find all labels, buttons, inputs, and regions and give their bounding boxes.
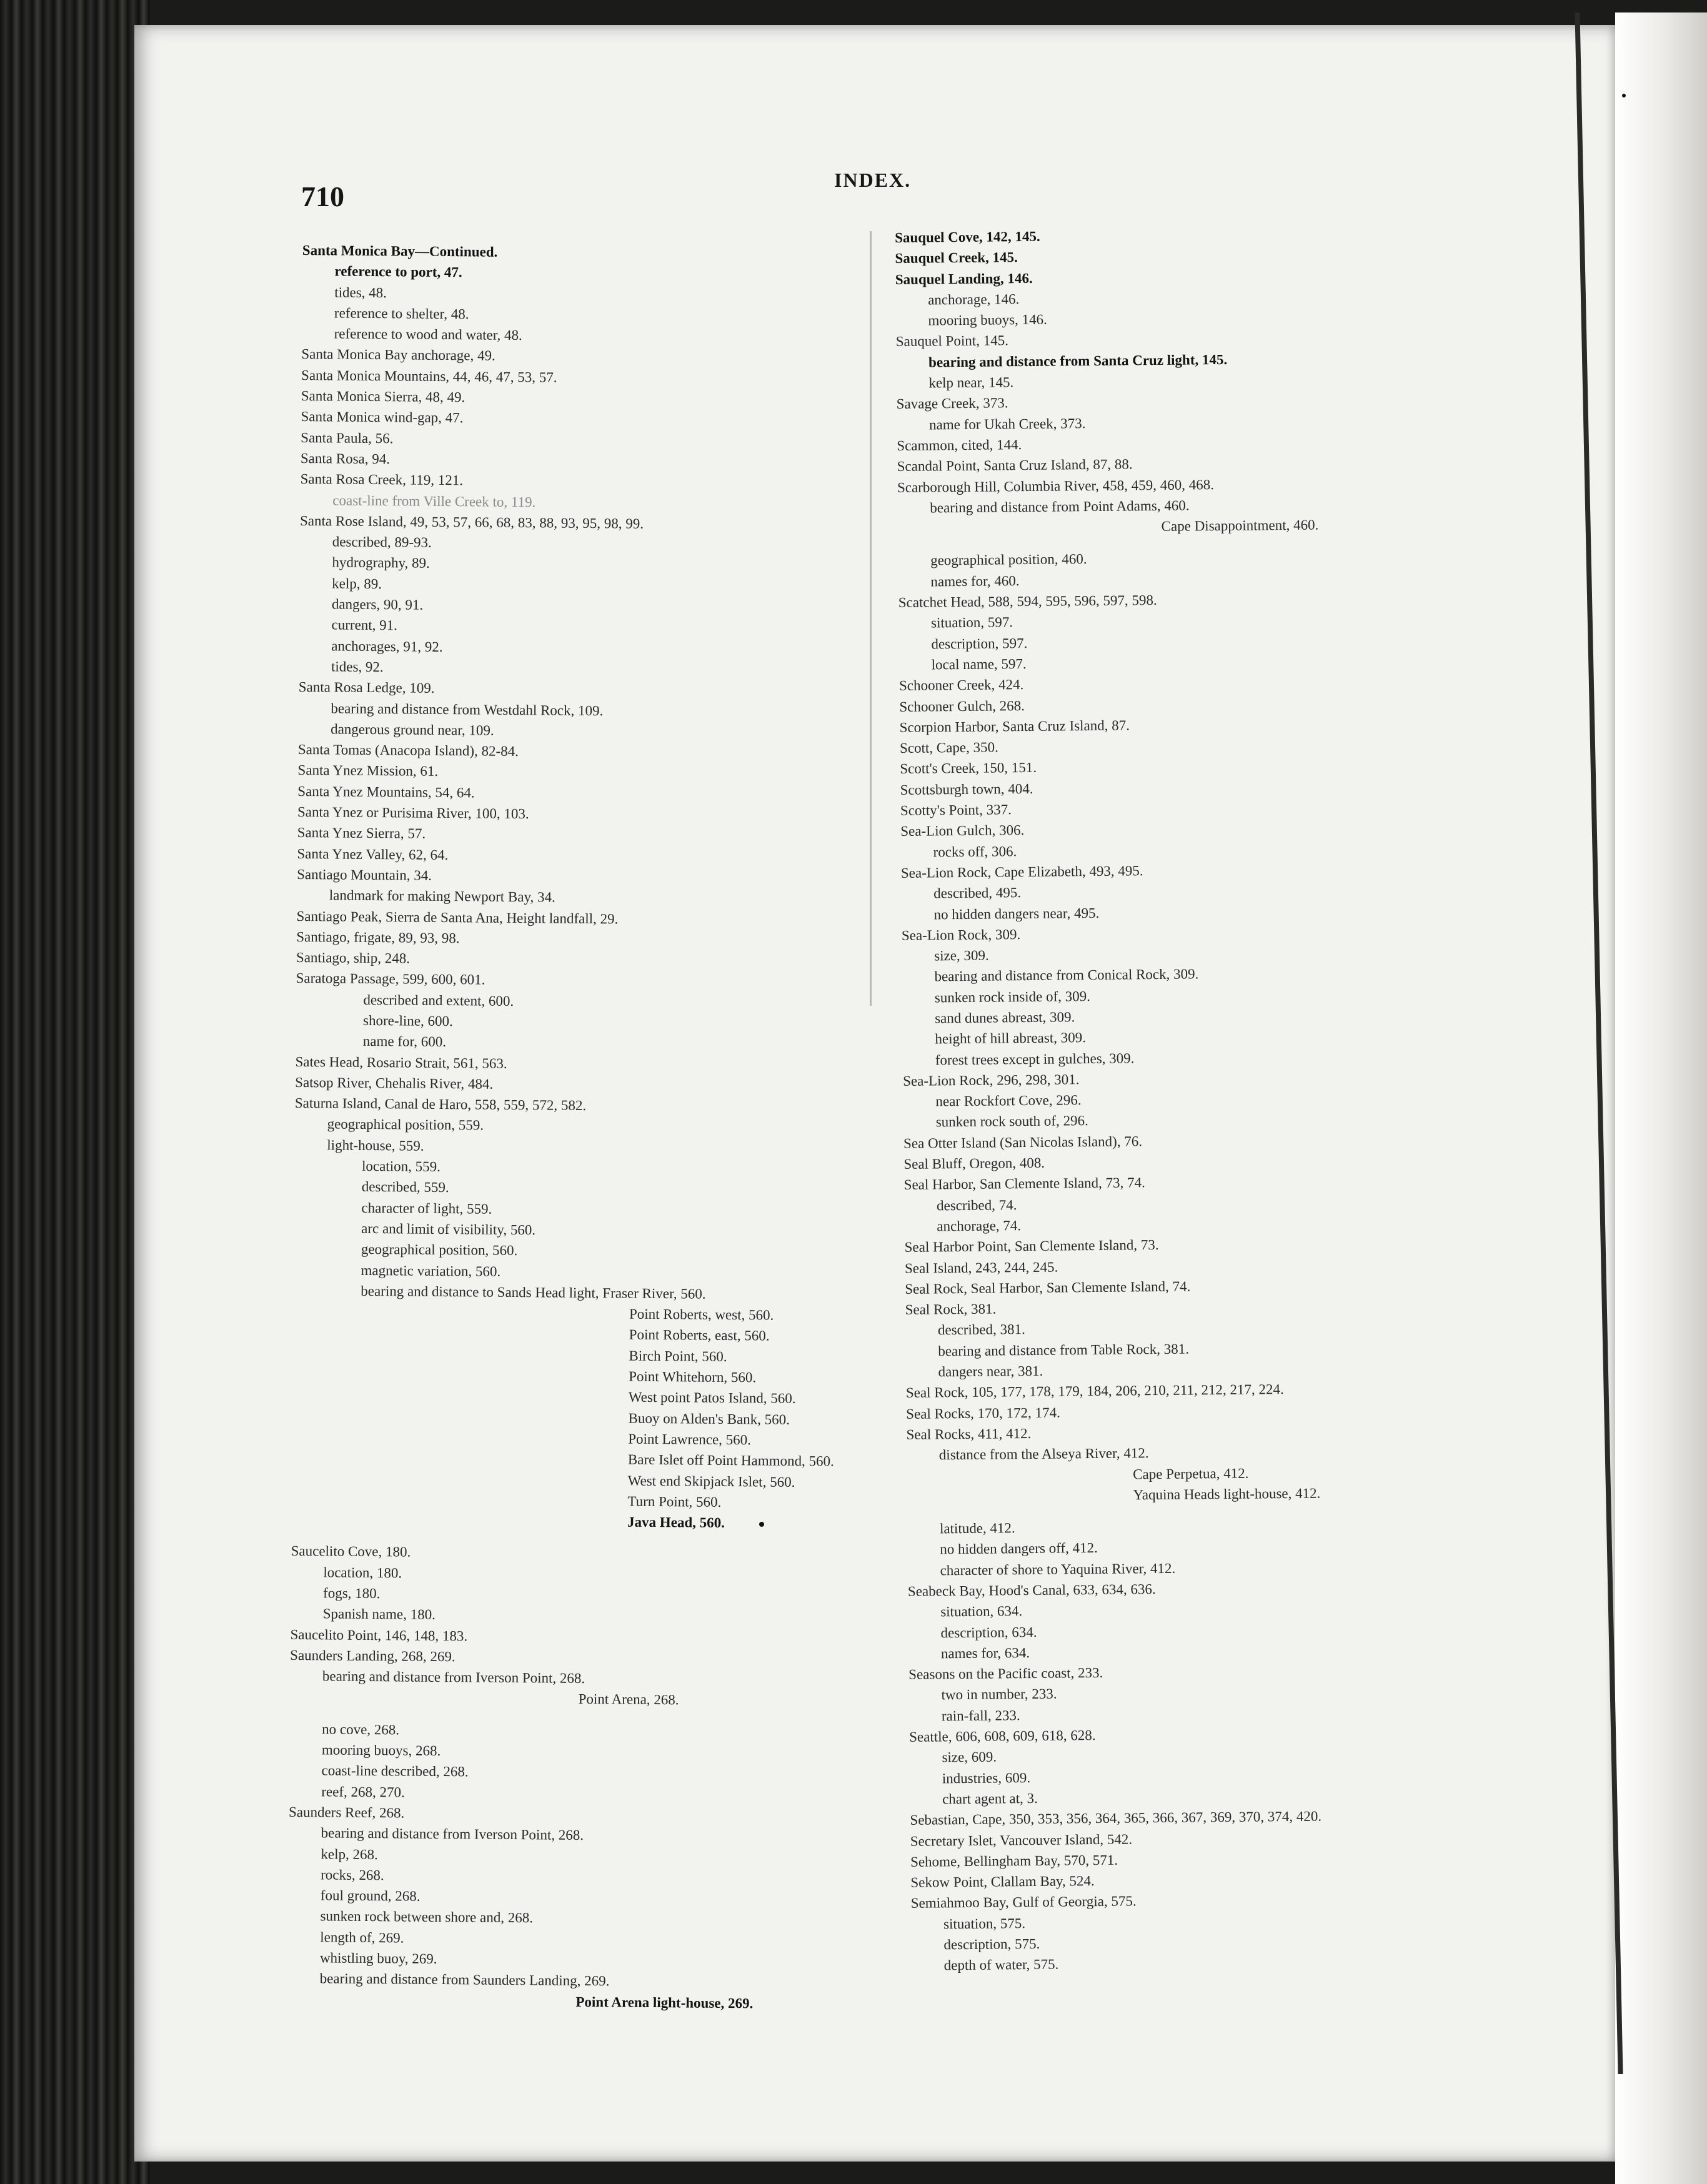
index-entry: Santa Monica Mountains, 44, 46, 47, 53, 57. [301,367,557,385]
index-entry: Santa Ynez Mission, 61. [297,762,439,780]
index-subentry: mooring buoys, 146. [928,311,1047,329]
index-subentry: described, 74. [936,1196,1017,1214]
index-subentry: description, 634. [940,1624,1037,1640]
index-subentry: sand dunes abreast, 309. [935,1009,1075,1026]
index-entry: Seabeck Bay, Hood's Canal, 633, 634, 636. [907,1581,1156,1599]
index-subentry: dangerous ground near, 109. [331,721,494,738]
index-subentry: dangers, 90, 91. [331,596,424,613]
index-subentry: bearing and distance from Point Adams, 460. [930,497,1190,516]
index-subentry: Point Roberts, east, 560. [629,1327,770,1344]
index-entry: Santa Rosa Creek, 119, 121. [300,471,464,489]
index-entry: Santa Rose Island, 49, 53, 57, 66, 68, 83, 88, 93, 95, 98, 99. [299,512,644,532]
index-entry: Scorpion Harbor, Santa Cruz Island, 87. [899,717,1130,735]
index-entry: Semiahmoo Bay, Gulf of Georgia, 575. [910,1893,1137,1912]
index-entry: Seal Rock, 105, 177, 178, 179, 184, 206, 210, 211, 212, 217, 224. [905,1381,1284,1401]
index-subentry: location, 559. [361,1158,441,1175]
index-entry: Schooner Gulch, 268. [899,697,1025,715]
index-entry: Saucelito Point, 146, 148, 183. [290,1626,468,1644]
index-subentry: kelp, 89. [332,575,382,592]
index-entry: Sea-Lion Rock, Cape Elizabeth, 493, 495. [900,863,1143,881]
index-subentry: geographical position, 559. [327,1116,484,1134]
index-subentry: bearing and distance from Iverson Point, 268. [321,1825,584,1844]
index-entry: Santa Monica Bay anchorage, 49. [301,346,495,364]
index-entry: Sea-Lion Rock, 296, 298, 301. [902,1071,1080,1089]
index-subentry: rocks off, 306. [933,843,1017,860]
index-column-left [287,240,845,2014]
index-subentry: name for Ukah Creek, 373. [928,415,1086,433]
index-subentry: dangers near, 381. [938,1363,1043,1380]
index-subentry: described, 89-93. [332,534,432,550]
index-entry: Seal Rock, 381. [905,1301,997,1318]
index-entry: Santiago, frigate, 89, 93, 98. [296,928,460,946]
index-entry: Sauquel Cove, 142, 145. [895,228,1040,246]
index-entry: Scarborough Hill, Columbia River, 458, 459, 460, 468. [897,476,1215,495]
index-entry: Scandal Point, Santa Cruz Island, 87, 88. [897,456,1133,475]
index-subentry: Birch Point, 560. [629,1348,727,1364]
index-subentry: shore-line, 600. [362,1012,453,1030]
index-subentry: no hidden dangers near, 495. [933,905,1100,922]
index-subentry: mooring buoys, 268. [321,1742,441,1759]
index-subentry: Point Arena, 268. [578,1691,679,1708]
index-entry: Santiago Peak, Sierra de Santa Ana, Height landfall, 29. [296,908,619,926]
index-subentry: Point Arena light-house, 269. [575,1993,754,2012]
index-entry: Santa Ynez Sierra, 57. [297,825,426,842]
index-entry: Scatchet Head, 588, 594, 595, 596, 597, 598. [898,592,1157,611]
index-subentry: West point Patos Island, 560. [628,1389,796,1407]
index-subentry: Cape Perpetua, 412. [1133,1465,1249,1482]
index-subentry: no cove, 268. [322,1721,400,1738]
index-subentry: described, 495. [933,885,1022,901]
index-subentry: reference to port, 47. [334,263,462,280]
index-entry: Santiago, ship, 248. [296,950,411,966]
index-subentry: bearing and distance from Conical Rock, 309. [934,966,1199,985]
index-subentry: anchorage, 146. [927,290,1020,308]
index-subentry: two in number, 233. [941,1686,1057,1703]
index-entry: Saucelito Cove, 180. [291,1543,411,1560]
index-subentry: bearing and distance to Sands Head light, Fraser River, 560. [361,1283,706,1302]
index-entry: Seattle, 606, 608, 609, 618, 628. [909,1727,1096,1745]
index-subentry: size, 609. [942,1749,997,1765]
index-entry: Saunders Reef, 268. [288,1804,405,1821]
index-entry: Seal Rocks, 170, 172, 174. [906,1404,1060,1422]
index-entry: Seal Harbor, San Clemente Island, 73, 74. [903,1174,1145,1193]
index-subentry: character of light, 559. [361,1199,492,1217]
index-subentry: depth of water, 575. [943,1956,1059,1973]
index-entry: Seal Harbor Point, San Clemente Island, 73. [904,1237,1159,1256]
index-subentry: forest trees except in gulches, 309. [935,1050,1135,1068]
index-subentry: geographical position, 460. [930,551,1087,568]
index-subentry: description, 575. [943,1935,1040,1953]
index-subentry: Cape Disappointment, 460. [1161,517,1319,535]
index-subentry: Point Lawrence, 560. [628,1431,752,1448]
index-subentry: bearing and distance from Westdahl Rock, 109. [331,700,604,718]
index-subentry: character of shore to Yaquina River, 412. [940,1560,1176,1579]
index-subentry: sunken rock between shore and, 268. [320,1908,534,1926]
index-subentry: light-house, 559. [327,1137,424,1154]
index-subentry: anchorage, 74. [937,1218,1022,1234]
index-entry: Schooner Creek, 424. [898,677,1024,694]
index-entry: Santa Ynez Mountains, 54, 64. [297,783,475,801]
index-subentry: bearing and distance from Santa Cruz light, 145. [928,351,1228,370]
index-subentry: bearing and distance from Iverson Point, 268. [322,1668,585,1687]
index-subentry: landmark for making Newport Bay, 34. [329,887,555,905]
index-entry: Seal Bluff, Oregon, 408. [903,1154,1045,1172]
index-subentry: fogs, 180. [322,1585,381,1602]
index-entry: Seal Rocks, 411, 412. [906,1425,1032,1442]
index-subentry: situation, 575. [943,1915,1026,1932]
column-divider [870,231,872,1006]
index-subentry: kelp near, 145. [928,374,1014,391]
index-subentry: Java Head, 560. [627,1514,725,1531]
index-subentry: industries, 609. [942,1769,1031,1787]
ink-speck [1622,94,1626,97]
index-subentry: described, 381. [937,1321,1025,1338]
index-entry: Scotty's Point, 337. [900,802,1012,818]
index-subentry: current, 91. [331,617,398,633]
index-entry: Saturna Island, Canal de Haro, 558, 559, 572, 582. [294,1095,587,1114]
index-entry: Santa Monica wind-gap, 47. [301,409,464,426]
index-subentry: sunken rock inside of, 309. [934,988,1091,1006]
index-subentry: chart agent at, 3. [942,1790,1038,1807]
page-number: 710 [301,181,344,212]
index-entry: Santa Tomas (Anacopa Island), 82-84. [297,742,519,760]
index-entry: Saratoga Passage, 599, 600, 601. [296,970,485,988]
index-entry: Santa Ynez or Purisima River, 100, 103. [297,803,529,822]
index-entry: Scammon, cited, 144. [897,437,1022,454]
index-subentry: situation, 634. [940,1603,1023,1620]
index-subentry: tides, 48. [334,284,387,300]
index-entry: Santa Rosa, 94. [300,450,391,467]
index-subentry: height of hill abreast, 309. [935,1030,1087,1047]
index-subentry: reference to wood and water, 48. [334,325,522,344]
index-subentry: name for, 600. [362,1033,447,1050]
index-entry: Sehome, Bellingham Bay, 570, 571. [910,1852,1118,1870]
index-entry: Sea-Lion Gulch, 306. [900,822,1025,840]
index-entry: Saunders Landing, 268, 269. [290,1647,455,1665]
index-subentry: length of, 269. [320,1929,404,1946]
index-subentry: Bare Islet off Point Hammond, 560. [627,1451,834,1469]
index-subentry: coast-line described, 268. [321,1762,469,1780]
page-edge [1615,12,1707,2184]
index-entry: Santa Paula, 56. [301,429,394,446]
index-entry: Sekow Point, Clallam Bay, 524. [910,1873,1095,1891]
index-subentry: no hidden dangers off, 412. [940,1540,1098,1557]
index-subentry: West end Skipjack Islet, 560. [627,1472,795,1490]
book-spine [0,0,150,2184]
index-entry: Santiago Mountain, 34. [297,866,432,883]
index-subentry: foul ground, 268. [320,1887,421,1904]
index-entry: Seal Island, 243, 244, 245. [904,1259,1058,1276]
index-subentry: situation, 597. [930,614,1013,631]
index-subentry: rocks, 268. [321,1867,384,1884]
index-entry: Secretary Islet, Vancouver Island, 542. [910,1831,1133,1849]
index-subentry: Spanish name, 180. [322,1606,436,1623]
index-subentry: names for, 634. [940,1644,1030,1662]
index-subentry: Turn Point, 560. [627,1493,722,1510]
index-entry: Scott's Creek, 150, 151. [900,760,1037,777]
index-subentry: coast-line from Ville Creek to, 119. [332,492,536,510]
index-entry: Satsop River, Chehalis River, 484. [295,1074,494,1092]
index-entry: Sebastian, Cape, 350, 353, 356, 364, 365, 366, 367, 369, 370, 374, 420. [910,1808,1322,1829]
index-entry: Sea-Lion Rock, 309. [901,926,1021,943]
index-entry: Scottsburgh town, 404. [900,780,1033,798]
index-entry: Seal Rock, Seal Harbor, San Clemente Island, 74. [905,1278,1191,1297]
index-entry: Sauquel Landing, 146. [895,270,1033,287]
index-entry: Sauquel Point, 145. [895,332,1009,350]
index-subentry: kelp, 268. [321,1845,378,1862]
index-subentry: magnetic variation, 560. [361,1262,501,1279]
index-subentry: geographical position, 560. [361,1241,518,1259]
index-subentry: Buoy on Alden's Bank, 560. [628,1410,790,1427]
index-subentry: anchorages, 91, 92. [331,638,443,655]
index-subentry: location, 180. [323,1564,402,1581]
index-subentry: distance from the Alseya River, 412. [938,1445,1149,1463]
index-subentry: Point Whitehorn, 560. [629,1368,757,1386]
index-subentry: size, 309. [934,947,989,964]
index-subentry: names for, 460. [930,572,1020,590]
index-subentry: reef, 268, 270. [321,1784,405,1800]
index-entry: Sea Otter Island (San Nicolas Island), 76. [903,1133,1143,1151]
index-subentry: sunken rock south of, 296. [935,1113,1088,1130]
index-entry: Santa Monica Sierra, 48, 49. [301,388,465,405]
index-subentry: Point Roberts, west, 560. [629,1306,774,1323]
index-subentry: Yaquina Heads light-house, 412. [1133,1485,1321,1503]
index-subentry: near Rockfort Cove, 296. [935,1092,1082,1109]
index-subentry: whistling buoy, 269. [319,1950,437,1967]
index-entry: Santa Ynez Valley, 62, 64. [297,845,449,863]
index-subentry: described and extent, 600. [363,991,514,1009]
index-entry: Savage Creek, 373. [896,395,1008,412]
index-entry: Santa Rosa Ledge, 109. [298,679,435,697]
index-subentry: description, 597. [931,635,1028,652]
index-entry: Santa Monica Bay—Continued. [302,242,498,260]
index-entry: Sates Head, Rosario Strait, 561, 563. [295,1053,507,1071]
index-subentry: bearing and distance from Saunders Landing, 269. [319,1970,610,1989]
index-subentry: described, 559. [361,1179,449,1196]
index-subentry: arc and limit of visibility, 560. [361,1220,536,1238]
index-subentry: tides, 92. [331,658,384,675]
index-subentry: reference to shelter, 48. [334,305,469,322]
index-entry: Sauquel Creek, 145. [895,249,1018,267]
index-subentry: latitude, 412. [939,1520,1015,1537]
index-subentry: rain-fall, 233. [941,1707,1020,1724]
index-subentry: hydrography, 89. [332,554,430,572]
index-subentry: local name, 597. [931,655,1027,673]
index-subentry: bearing and distance from Table Rock, 381. [938,1341,1189,1359]
ink-speck [759,1522,764,1527]
index-entry: Seasons on the Pacific coast, 233. [908,1665,1103,1683]
running-head: INDEX. [834,169,912,191]
index-entry: Scott, Cape, 350. [899,739,998,757]
index-column-right [895,224,1333,1977]
